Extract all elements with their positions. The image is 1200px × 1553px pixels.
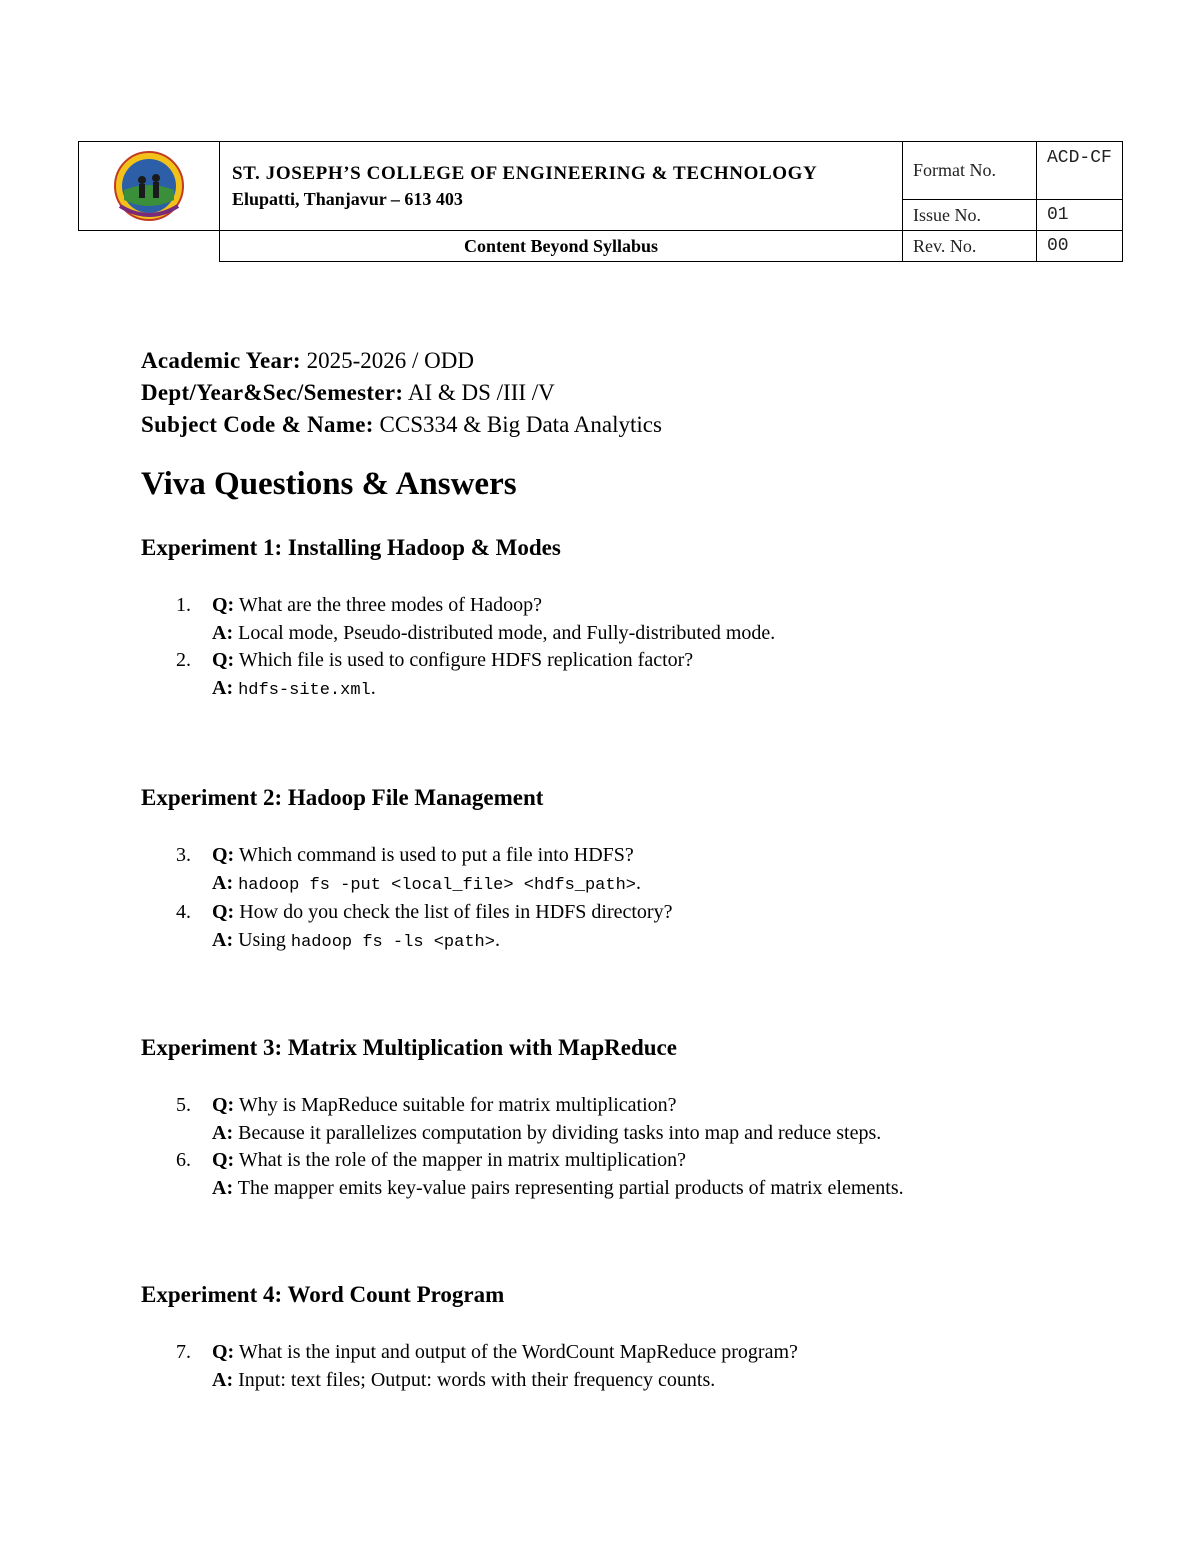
q-label: Q: (212, 649, 235, 671)
qa-item (170, 899, 672, 956)
answer-text: Because it parallelizes computation by dividing tasks into map and reduce steps. (238, 1121, 882, 1144)
a-label: A: (212, 928, 234, 951)
q-label: Q: (212, 1341, 235, 1363)
qa-item (170, 842, 672, 899)
college-address: Elupatti, Thanjavur – 613 403 (232, 188, 463, 209)
qa-list (170, 1092, 904, 1202)
page-title: Viva Questions & Answers (141, 466, 517, 502)
document-type: Content Beyond Syllabus (220, 231, 903, 262)
qa-list (170, 842, 672, 956)
qa-item (170, 647, 775, 704)
rev-label: Rev. No. (903, 231, 1037, 262)
a-label: A: (212, 676, 234, 699)
answer-text: Using (238, 928, 291, 951)
qa-number: 3. (176, 844, 191, 866)
answer-suffix: . (370, 676, 376, 699)
answer-code: hdfs-site.xml (238, 680, 371, 700)
qa-list (170, 1339, 798, 1394)
college-name-cell (220, 142, 903, 231)
dept-line (141, 377, 662, 409)
q-label: Q: (212, 901, 235, 923)
experiment-title: Experiment 2: Hadoop File Management (141, 785, 544, 810)
rev-value: 00 (1037, 231, 1123, 262)
qa-number: 1. (176, 594, 191, 616)
format-label: Format No. (903, 142, 1037, 200)
question-text: Which file is used to configure HDFS replication factor? (238, 649, 694, 671)
answer-suffix: . (635, 871, 641, 894)
logo-cell (79, 142, 220, 231)
dept-value: AI & DS /III /V (407, 380, 555, 405)
q-label: Q: (212, 1094, 235, 1116)
q-label: Q: (212, 1149, 235, 1171)
qa-number: 5. (176, 1094, 191, 1116)
college-logo-icon (112, 150, 186, 222)
qa-list (170, 592, 775, 704)
q-label: Q: (212, 844, 235, 866)
a-label: A: (212, 1176, 234, 1199)
academic-year-label: Academic Year: (141, 348, 301, 373)
answer-code: hadoop fs -put <local_file> <hdfs_path> (238, 875, 636, 895)
experiment-title: Experiment 1: Installing Hadoop & Modes (141, 535, 561, 560)
academic-year-value: 2025-2026 / ODD (306, 348, 474, 373)
question-text: Which command is used to put a file into HDFS? (238, 844, 634, 866)
qa-number: 4. (176, 901, 191, 923)
question-text: What are the three modes of Hadoop? (238, 594, 543, 616)
qa-item (170, 1092, 904, 1147)
question-text: What is the role of the mapper in matrix multiplication? (238, 1149, 686, 1171)
question-text: Why is MapReduce suitable for matrix multiplication? (238, 1094, 677, 1116)
question-text: What is the input and output of the WordCount MapReduce program? (238, 1341, 798, 1363)
question-text: How do you check the list of files in HDFS directory? (239, 901, 673, 923)
dept-label: Dept/Year&Sec/Semester: (141, 380, 404, 405)
qa-number: 2. (176, 649, 191, 671)
a-label: A: (212, 1121, 234, 1144)
format-value: ACD-CF (1037, 142, 1123, 200)
header-spacer (79, 231, 220, 262)
experiment-title: Experiment 3: Matrix Multiplication with MapReduce (141, 1035, 677, 1060)
issue-label: Issue No. (903, 200, 1037, 231)
answer-suffix: . (494, 928, 500, 951)
academic-year-line (141, 345, 662, 377)
document-header-table (78, 141, 1123, 262)
subject-label: Subject Code & Name: (141, 412, 374, 437)
experiment-title: Experiment 4: Word Count Program (141, 1282, 505, 1307)
a-label: A: (212, 871, 234, 894)
qa-number: 6. (176, 1149, 191, 1171)
a-label: A: (212, 1368, 234, 1391)
subject-line (141, 409, 662, 441)
subject-value: CCS334 & Big Data Analytics (379, 412, 662, 437)
qa-number: 7. (176, 1341, 191, 1363)
qa-item (170, 592, 775, 647)
answer-text: Input: text files; Output: words with their frequency counts. (238, 1368, 716, 1391)
qa-item (170, 1339, 798, 1394)
qa-item (170, 1147, 904, 1202)
answer-text: Local mode, Pseudo-distributed mode, and Fully-distributed mode. (238, 621, 776, 644)
answer-code: hadoop fs -ls <path> (290, 932, 495, 952)
q-label: Q: (212, 594, 235, 616)
a-label: A: (212, 621, 234, 644)
college-name: ST. JOSEPH’S COLLEGE OF ENGINEERING & TECHNOLOGY (232, 162, 818, 184)
course-meta (141, 345, 662, 441)
issue-value: 01 (1037, 200, 1123, 231)
answer-text: The mapper emits key-value pairs representing partial products of matrix elements. (237, 1176, 904, 1199)
